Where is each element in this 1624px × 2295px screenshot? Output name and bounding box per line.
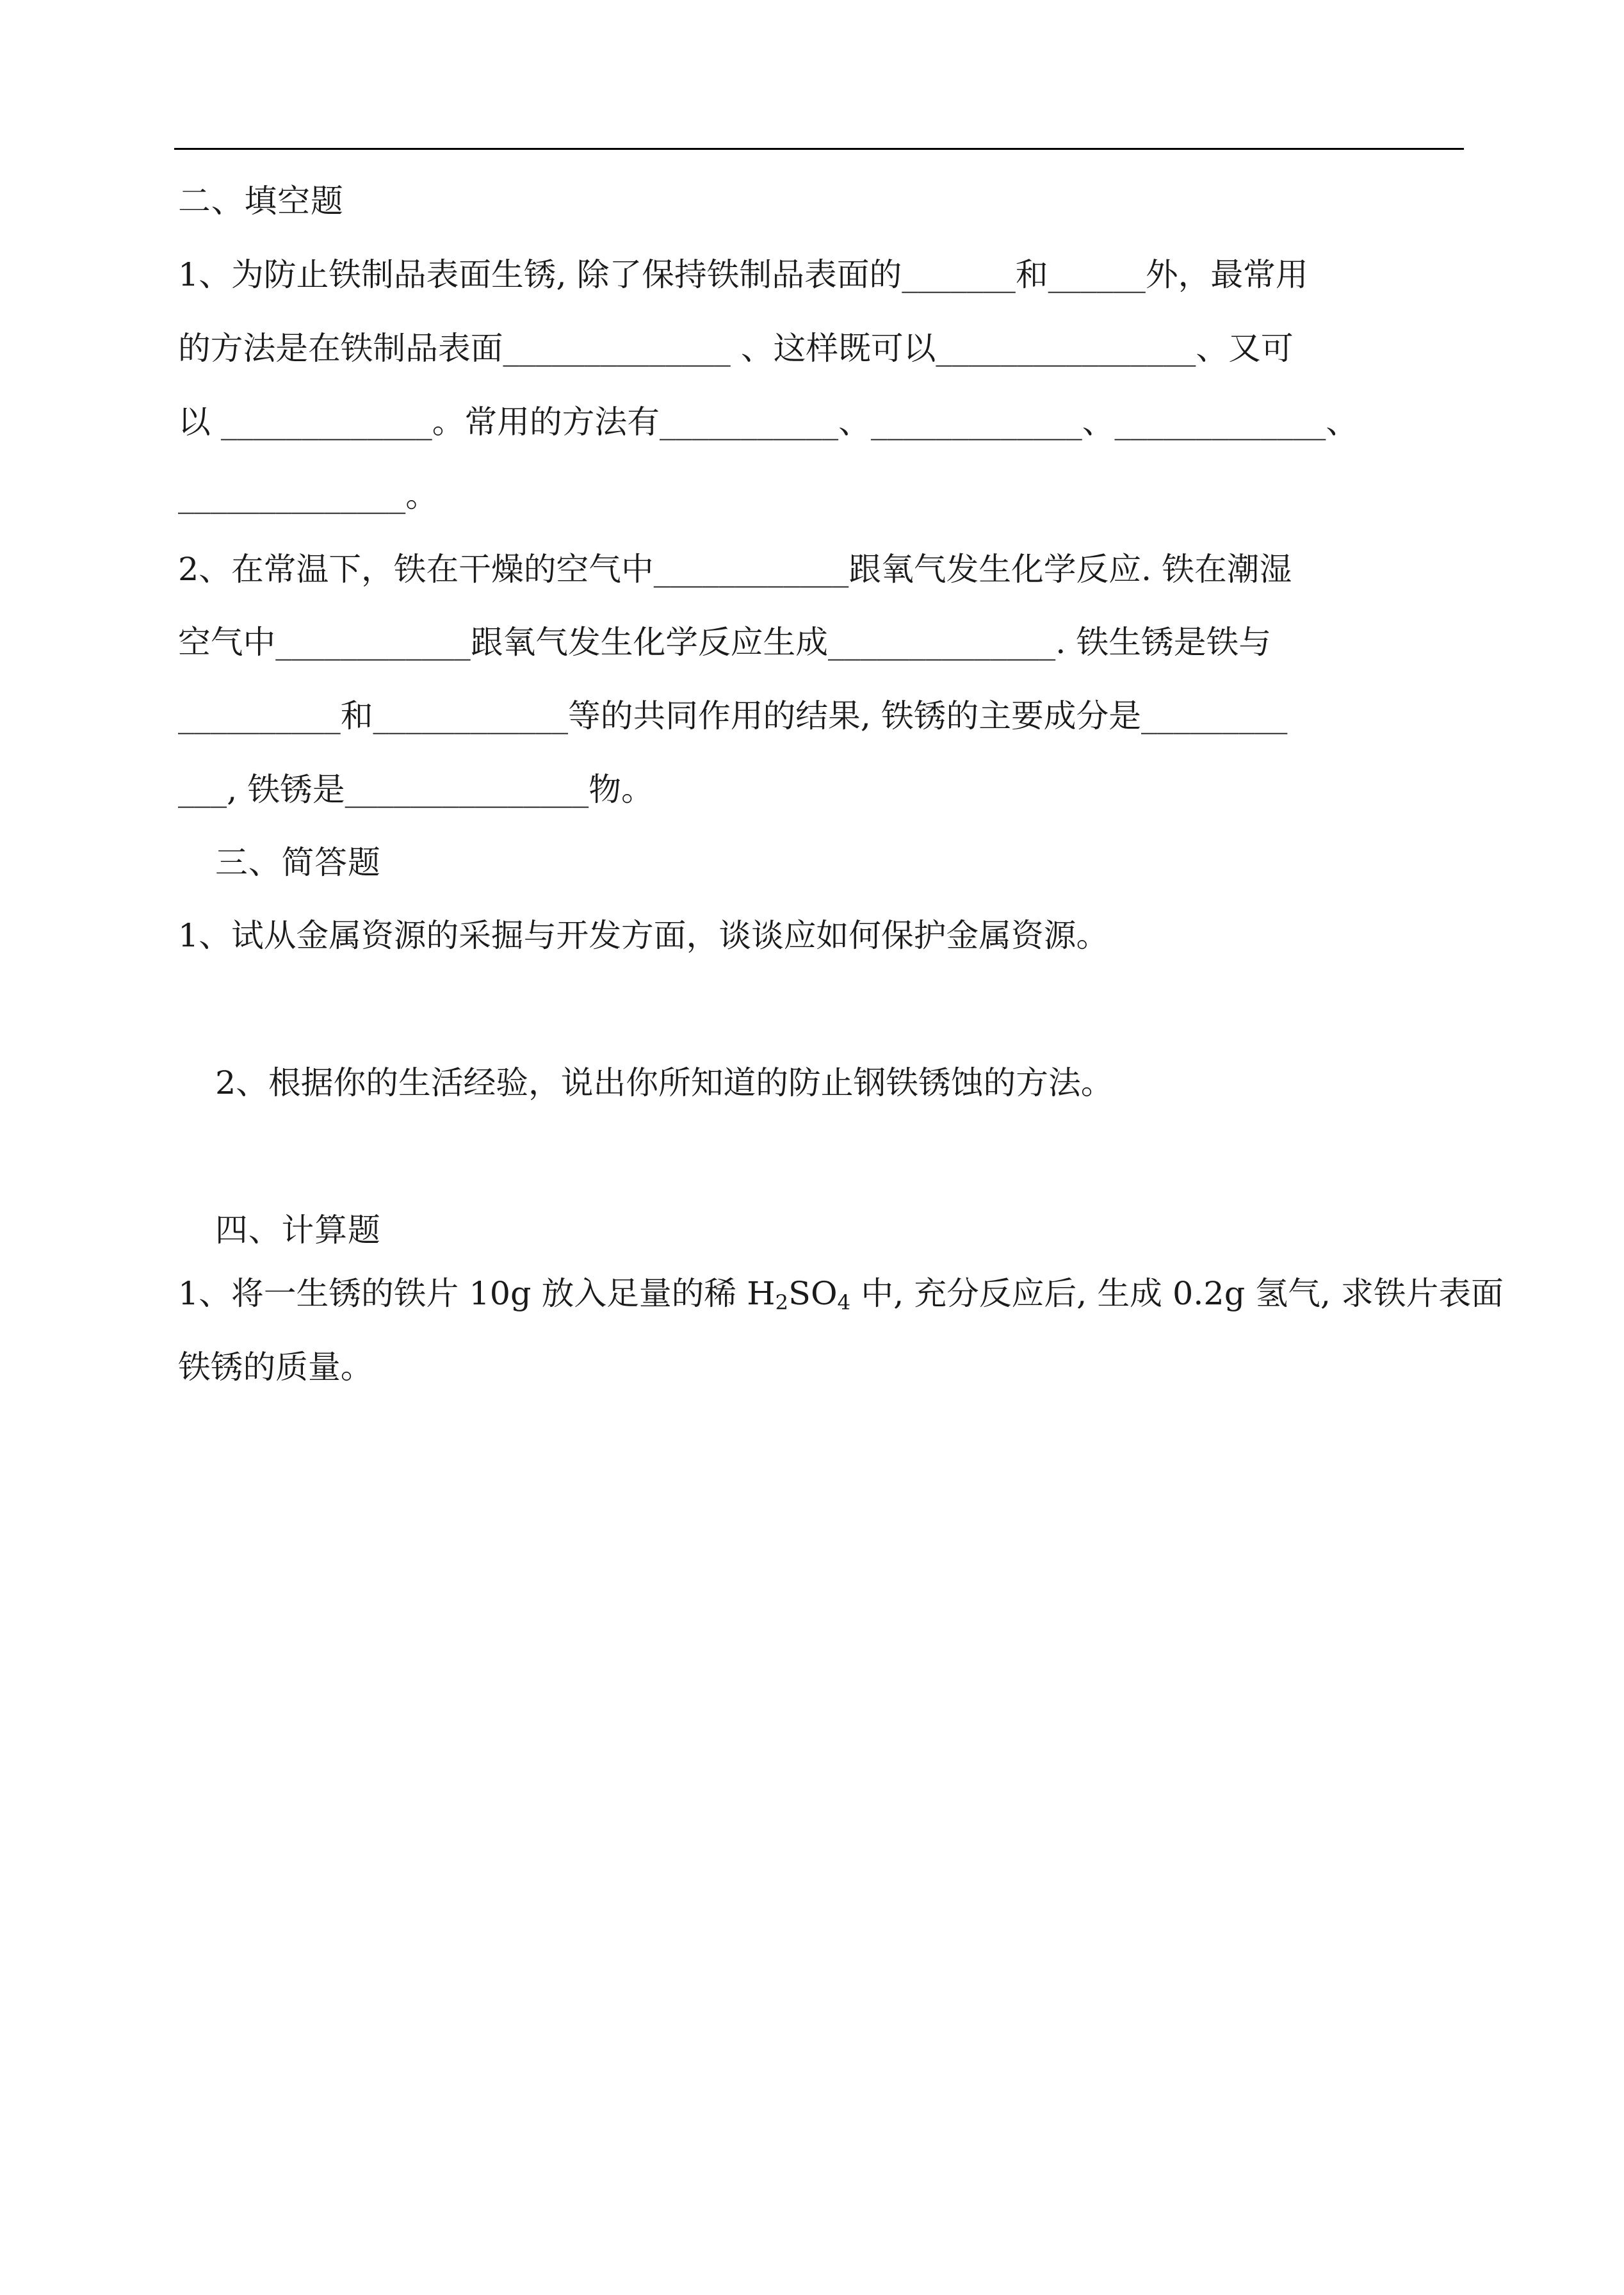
section-heading-short-answer: 三、简答题 xyxy=(215,844,381,881)
calculation-question-1-line-1 xyxy=(178,1272,1504,1315)
calc-text-after: 中, 充分反应后, 生成 0.2g 氢气, 求铁片表面 xyxy=(850,1275,1504,1312)
section-heading-calculation: 四、计算题 xyxy=(215,1212,381,1249)
question-1-line-1: 1、为防止铁制品表面生锈, 除了保持铁制品表面的_______和______外，最常用 xyxy=(178,256,1308,293)
calculation-question-1-line-2: 铁锈的质量。 xyxy=(178,1349,373,1386)
question-1-line-2: 的方法是在铁制品表面______________ 、这样既可以________________、又可 xyxy=(178,330,1294,367)
question-2-line-1: 2、在常温下，铁在干燥的空气中____________跟氧气发生化学反应. 铁在潮湿 xyxy=(178,551,1292,588)
short-answer-question-1: 1、试从金属资源的采掘与开发方面，谈谈应如何保护金属资源。 xyxy=(178,917,1109,954)
section-heading-fill-in: 二、填空题 xyxy=(178,182,344,220)
header-rule xyxy=(174,148,1464,150)
short-answer-question-2: 2、根据你的生活经验，说出你所知道的防止钢铁锈蚀的方法。 xyxy=(215,1064,1114,1101)
question-2-line-4: ___, 铁锈是_______________物。 xyxy=(178,771,654,808)
calc-subscript-4: 4 xyxy=(837,1290,851,1315)
calc-text-so: SO xyxy=(788,1275,838,1312)
question-1-line-4: ______________。 xyxy=(178,477,438,514)
question-2-line-2: 空气中____________跟氧气发生化学反应生成______________. 铁生锈是铁与 xyxy=(178,624,1272,661)
calc-subscript-2: 2 xyxy=(775,1290,789,1315)
calc-text-before: 1、将一生锈的铁片 10g 放入足量的稀 H xyxy=(178,1275,775,1312)
question-2-line-3: __________和____________等的共同作用的结果, 铁锈的主要成分是_________ xyxy=(178,697,1288,734)
question-1-line-3: 以 _____________。常用的方法有___________、_____________、_____________、 xyxy=(178,403,1359,441)
